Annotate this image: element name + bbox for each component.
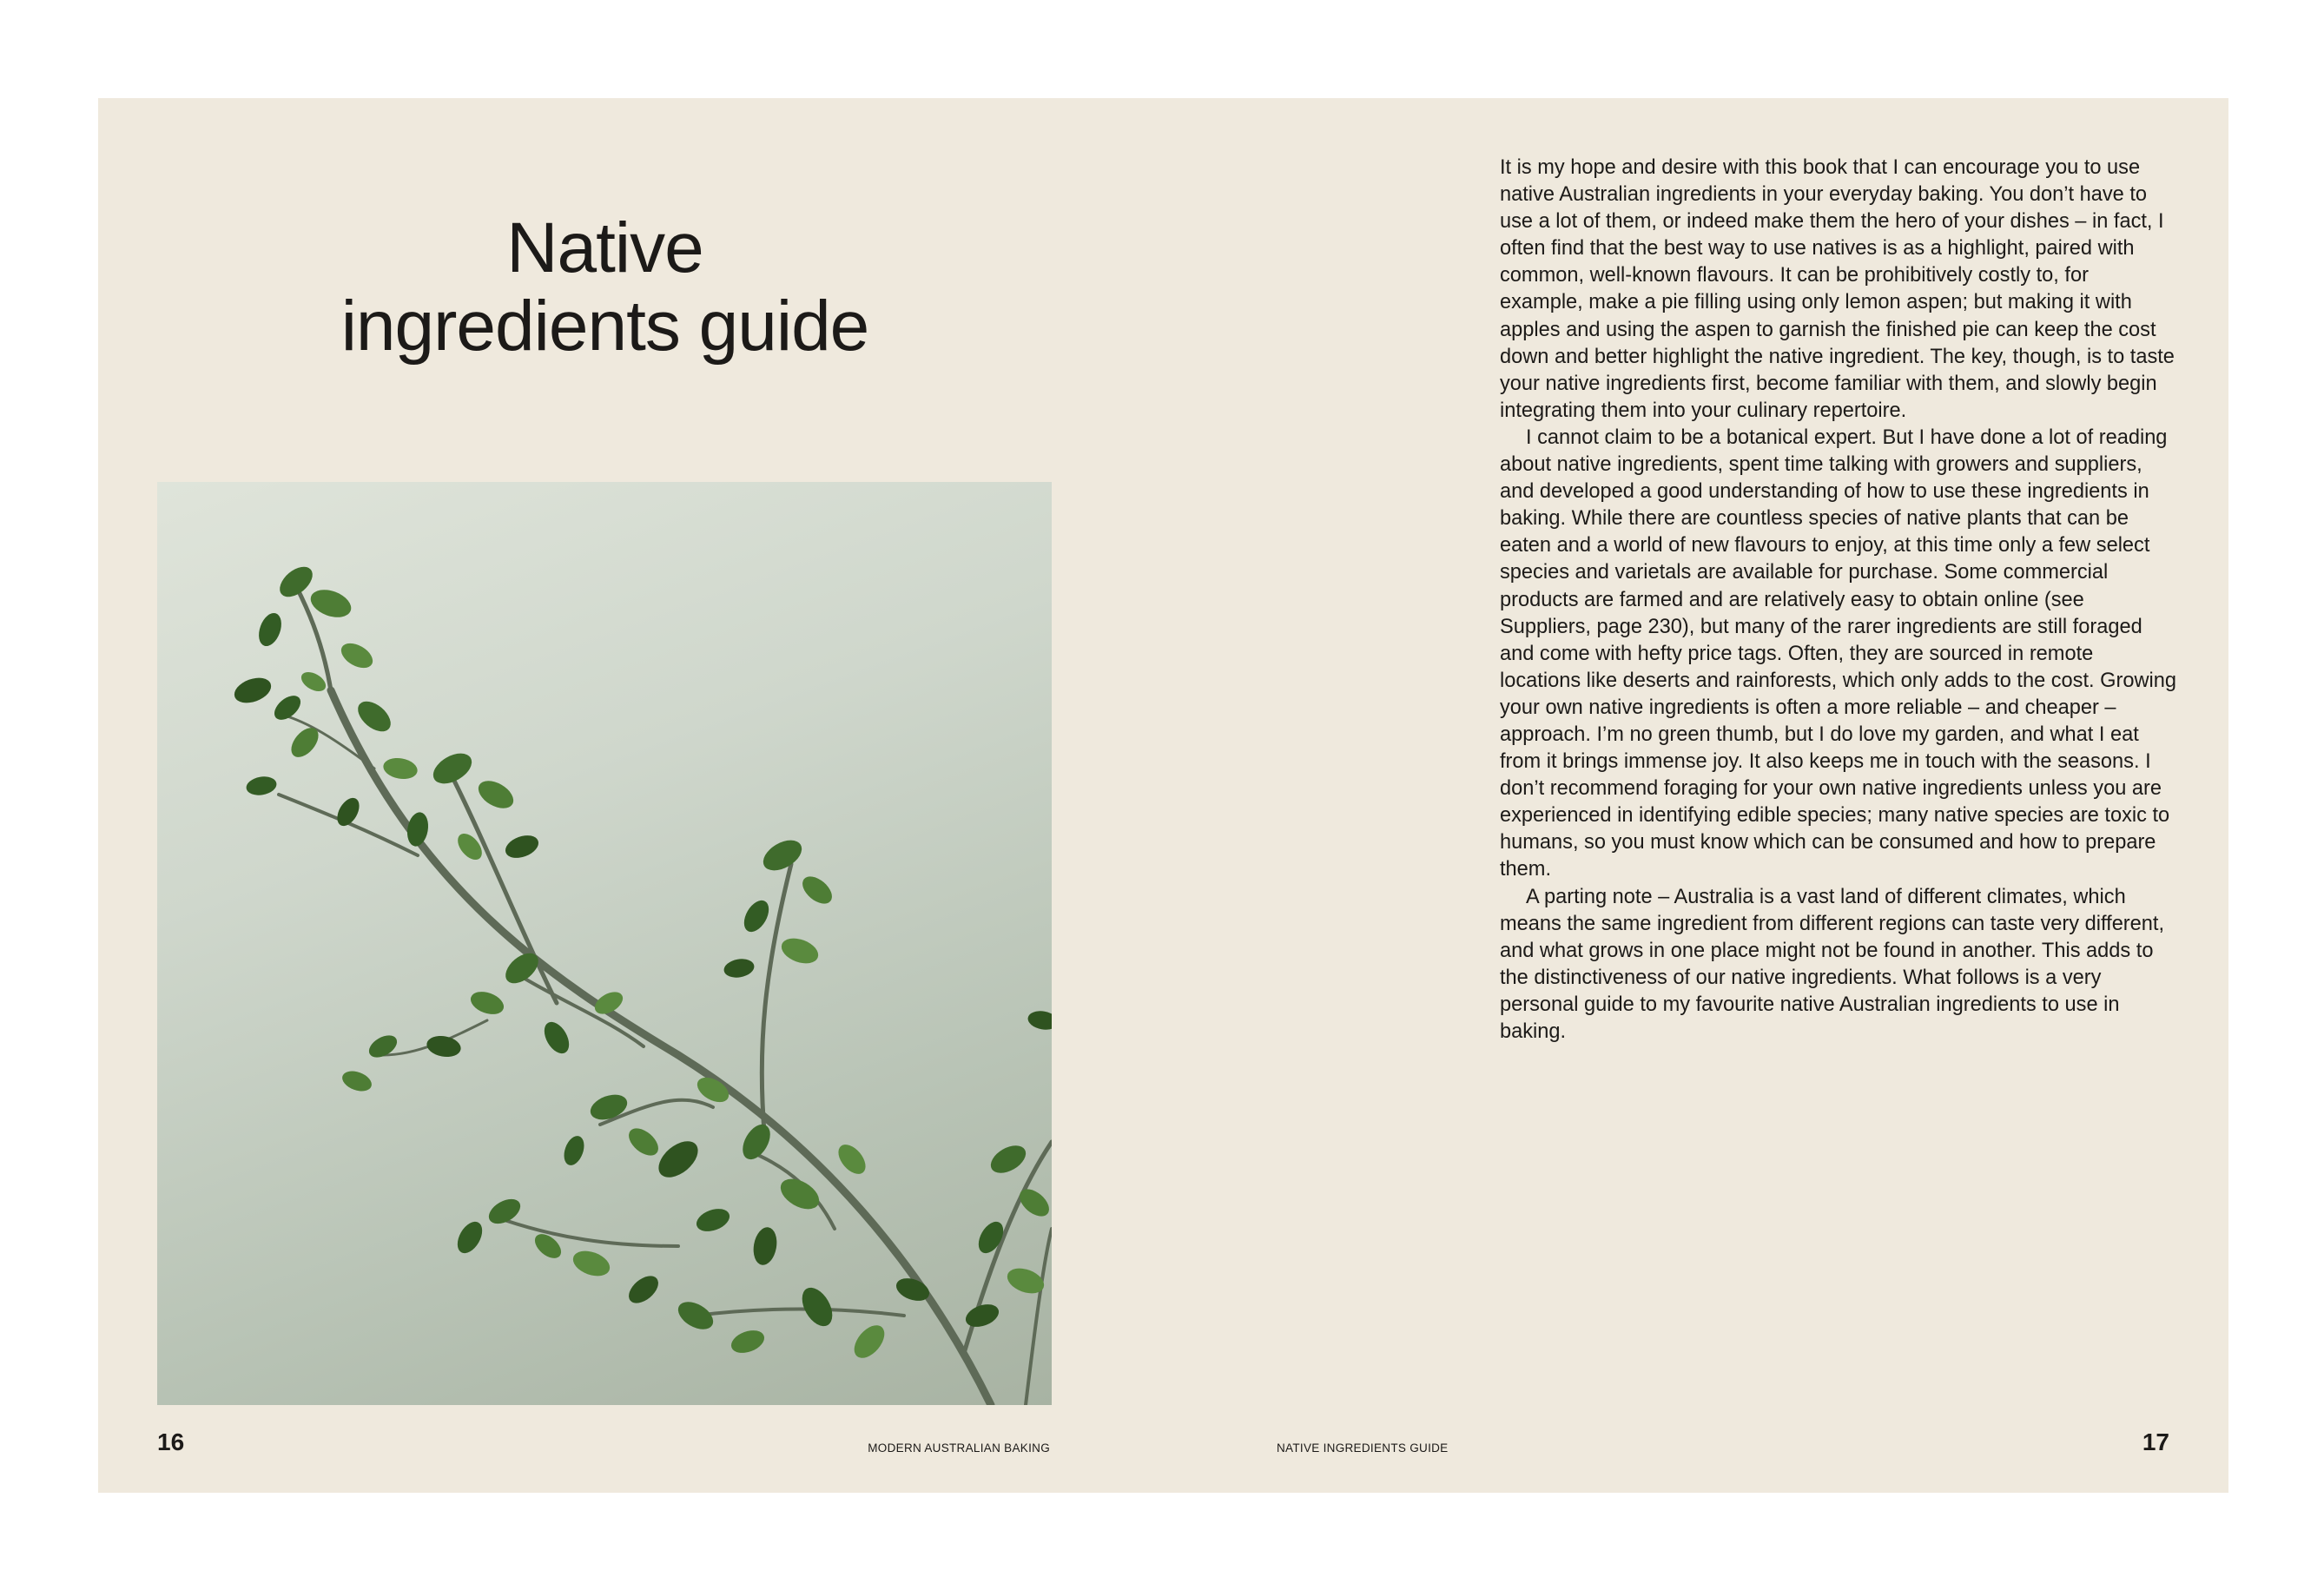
leaf: [848, 1320, 890, 1363]
leaf: [796, 1283, 839, 1331]
leaf: [333, 795, 364, 830]
leaf: [286, 722, 323, 762]
leafy-branch-icon: [157, 482, 1052, 1405]
branch-stem: [452, 777, 557, 1003]
leaf: [500, 947, 544, 989]
leaf: [452, 1217, 487, 1257]
page-number-left: 16: [157, 1428, 185, 1455]
leaf: [231, 673, 274, 707]
leaf: [539, 1018, 574, 1058]
leaf: [570, 1246, 613, 1280]
leaf: [307, 584, 354, 622]
leaf: [797, 871, 836, 908]
leaf: [833, 1139, 870, 1178]
leaf: [560, 1133, 588, 1168]
leaf: [467, 987, 506, 1019]
leaf: [739, 896, 774, 936]
leaf: [723, 957, 756, 980]
leaf: [298, 668, 329, 695]
leaf: [758, 835, 807, 877]
leaf: [502, 831, 541, 862]
leaf: [728, 1326, 767, 1357]
leaf: [962, 1300, 1001, 1331]
branch-stem: [696, 1310, 904, 1316]
leaf: [750, 1225, 779, 1267]
branch-stem: [505, 1220, 678, 1246]
leaf: [405, 810, 431, 848]
leaf: [778, 934, 822, 967]
running-head-right: NATIVE INGREDIENTS GUIDE: [1277, 1442, 1449, 1455]
book-spread: [98, 98, 2228, 1493]
leaf: [254, 610, 286, 649]
branch-stem: [1026, 1229, 1052, 1405]
title-line-1: Native: [506, 208, 703, 287]
paragraph-3: A parting note – Australia is a vast land of different climates, which means the same ingredient from different regions can taste very different, and what grows in one place might not be found in another. This adds to the distinctiveness of our native ingredients. What follows is a very personal guide to my favourite native Australian ingredients to use in baking.: [1500, 885, 2165, 1043]
leaf: [270, 691, 305, 725]
leaf: [624, 1270, 663, 1308]
page-number-right: 17: [2142, 1428, 2169, 1455]
plant-photo: [157, 482, 1052, 1405]
leaf: [693, 1204, 732, 1236]
leaf: [340, 1067, 374, 1095]
leaf: [624, 1123, 663, 1160]
leaf: [986, 1140, 1030, 1179]
leaf: [337, 638, 377, 673]
paragraph-1: It is my hope and desire with this book that I can encourage you to use native Australian ingredients in your everyday baking. You don’t have to use a lot of them, or indeed make them the hero of your dishes – in fact, I often find that the best way to use natives is as a highlight, paired with common, well-known flavours. It can be prohibitively costly to, for example, make a pie filling using only lemon aspen; but making it with apples and using the aspen to garnish the finished pie can keep the cost down and better highlight the native ingredient. The key, though, is to taste your native ingredients first, become familiar with them, and slowly begin integrating them into your culinary repertoire.: [1500, 156, 2175, 422]
leaf: [366, 1031, 401, 1062]
branch-stem: [522, 977, 644, 1046]
leaf: [245, 775, 278, 798]
paragraph-2: I cannot claim to be a botanical expert. But I have done a lot of reading about native ingredients, spent time talking with growers and suppliers, and developed a good understanding of how to use these ingredients in baking. While there are countless species of native plants that can be eaten and a world of new flavours to enjoy, at this time only a few select species and varietals are available for purchase. Some commercial products are farmed and are relatively easy to obtain online (see Suppliers, page 230), but many of the rarer ingredients are still foraged and come with hefty price tags. Often, they are sourced in remote locations like deserts and rainforests, which only adds to the cost. Growing your own native ingredients is often a more reliable – and cheaper – approach. I’m no green thumb, but I do love my garden, and what I eat from it brings immense joy. It also keeps me in touch with the seasons. I don’t recommend foraging for your own native ingredients unless you are experienced in identifying edible species; many native species are toxic to humans, so you must know which can be consumed and how to prepare them.: [1500, 426, 2176, 881]
body-text: [1500, 155, 2177, 1046]
leaf: [428, 748, 477, 790]
leaf: [381, 755, 419, 782]
page-title: [98, 209, 1112, 366]
leaf: [652, 1134, 705, 1184]
running-head-left: MODERN AUSTRALIAN BAKING: [868, 1442, 1050, 1455]
leaf: [425, 1033, 462, 1059]
title-line-2: ingredients guide: [340, 287, 869, 366]
leaf: [353, 696, 396, 737]
leaf: [776, 1173, 824, 1216]
leaf: [1027, 1009, 1052, 1033]
leaf: [473, 775, 518, 815]
leaf: [673, 1296, 717, 1336]
